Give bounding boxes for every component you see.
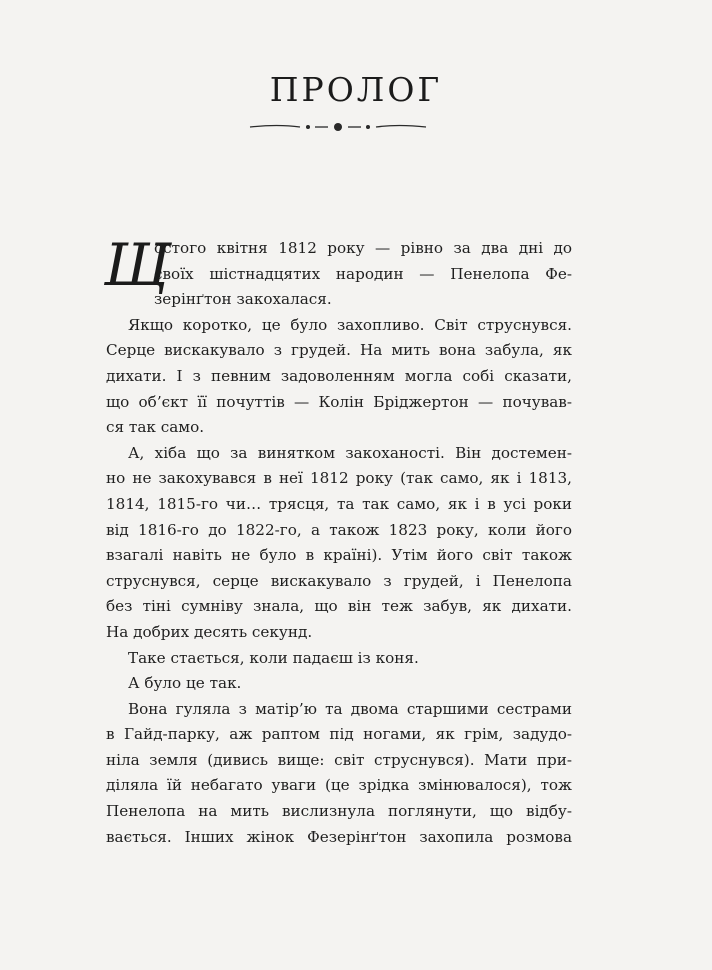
- text-lines: [104, 231, 572, 850]
- text-line: струснувся, серце вискакувало з грудей, і Пенелопа: [106, 571, 572, 590]
- text-line: На добрих десять секунд.: [106, 622, 313, 641]
- text-line: остого квітня 1812 року — рівно за два дні до: [154, 239, 572, 257]
- chapter-title: ПРОЛОГ: [269, 70, 443, 109]
- text-line: вається. Інших жінок Фезерінґтон захопила розмова: [106, 827, 572, 846]
- text-line: Вона гуляла з матір’ю та двома старшими сестрами: [128, 699, 572, 718]
- text-line: Пенелопа на мить вислизнула поглянути, що відбу-: [106, 802, 572, 821]
- text-line: взагалі навіть не було в країні). Утім його світ також: [106, 546, 572, 565]
- text-line: ся так само.: [106, 418, 205, 437]
- text-line: Серце вискакувало з грудей. На мить вона забула, як: [106, 341, 572, 360]
- text-line: від 1816-го до 1822-го, а також 1823 року, коли його: [106, 520, 572, 539]
- text-line: своїх шістнадцятих народин — Пенелопа Фе-: [154, 264, 572, 283]
- text-line: діляла їй небагато уваги (це зрідка змінювалося), тож: [106, 776, 572, 795]
- text-line: зерінґтон закохалася.: [154, 290, 332, 309]
- title-ornament: [248, 117, 428, 137]
- drop-cap: Щ: [104, 231, 171, 299]
- text-line: ніла земля (дивись вище: світ струснувся). Мати при-: [106, 750, 572, 769]
- body-text: [104, 231, 572, 850]
- text-line: дихати. І з певним задоволенням могла собі сказати,: [106, 366, 572, 385]
- text-line: без тіні сумніву знала, що він теж забув, як дихати.: [106, 597, 572, 616]
- text-line: 1814, 1815-го чи… трясця, та так само, як і в усі роки: [106, 494, 572, 513]
- text-line: А, хіба що за винятком закоханості. Він достемен-: [128, 443, 572, 462]
- text-line: но не закохувався в неї 1812 року (так само, як і 1813,: [106, 469, 572, 488]
- text-line: Якщо коротко, це було захопливо. Світ струснувся.: [128, 315, 572, 334]
- text-line: Таке стається, коли падаєш із коня.: [128, 648, 419, 667]
- text-line: що об’єкт її почуттів — Колін Бріджертон — почував-: [106, 392, 572, 411]
- text-line: в Гайд-парку, аж раптом під ногами, як грім, задудо-: [106, 725, 572, 744]
- text-line: А було це так.: [128, 674, 242, 693]
